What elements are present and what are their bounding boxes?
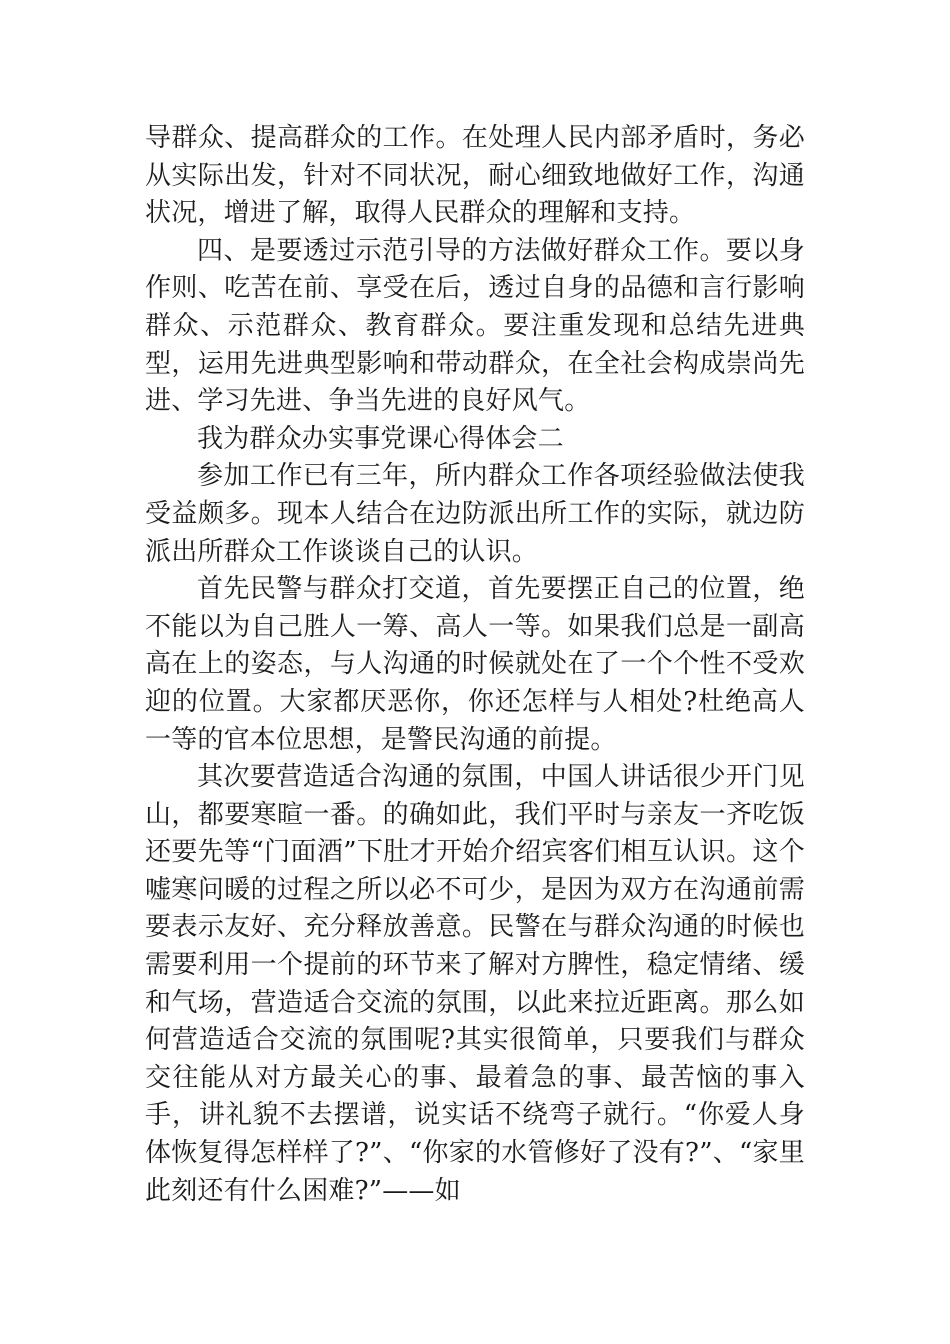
paragraph-2: 四、是要透过示范引导的方法做好群众工作。要以身作则、吃苦在前、享受在后，透过自身的品德和言行影响群众、示范群众、教育群众。要注重发现和总结先进典型，运用先进典型影响和带动群众，在全社会构成崇尚先进、学习先进、争当先进的良好风气。 [145,235,805,417]
paragraph-5: 其次要营造适合沟通的氛围，中国人讲话很少开门见山，都要寒暄一番。的确如此，我们平时与亲友一齐吃饭还要先等“门面酒”下肚才开始介绍宾客们相互认识。这个嘘寒问暖的过程之所以必不可少，是因为双方在沟通前需要表示友好、充分释放善意。民警在与群众沟通的时候也需要利用一个提前的环节来了解对方脾性，稳定情绪、缓和气场，营造适合交流的氛围，以此来拉近距离。那么如何营造适合交流的氛围呢?其实很简单，只要我们与群众交往能从对方最关心的事、最着急的事、最苦恼的事入手，讲礼貌不去摆谱，说实话不绕弯子就行。“你爱人身体恢复得怎样样了?”、“你家的水管修好了没有?”、“家里此刻还有什么困难?”——如 [145,762,805,1206]
paragraph-1: 导群众、提高群众的工作。在处理人民内部矛盾时，务必从实际出发，针对不同状况，耐心细致地做好工作，沟通状况，增进了解，取得人民群众的理解和支持。 [145,123,805,229]
paragraph-4: 首先民警与群众打交道，首先要摆正自己的位置，绝不能以为自己胜人一筹、高人一等。如果我们总是一副高高在上的姿态，与人沟通的时候就处在了一个个性不受欢迎的位置。大家都厌恶你，你还怎样与人相处?杜绝高人一等的官本位思想，是警民沟通的前提。 [145,574,805,755]
paragraph-3: 参加工作已有三年，所内群众工作各项经验做法使我受益颇多。现本人结合在边防派出所工作的实际，就边防派出所群众工作谈谈自己的认识。 [145,461,805,567]
section-heading: 我为群众办实事党课心得体会二 [197,423,564,454]
document-body [145,120,805,1210]
